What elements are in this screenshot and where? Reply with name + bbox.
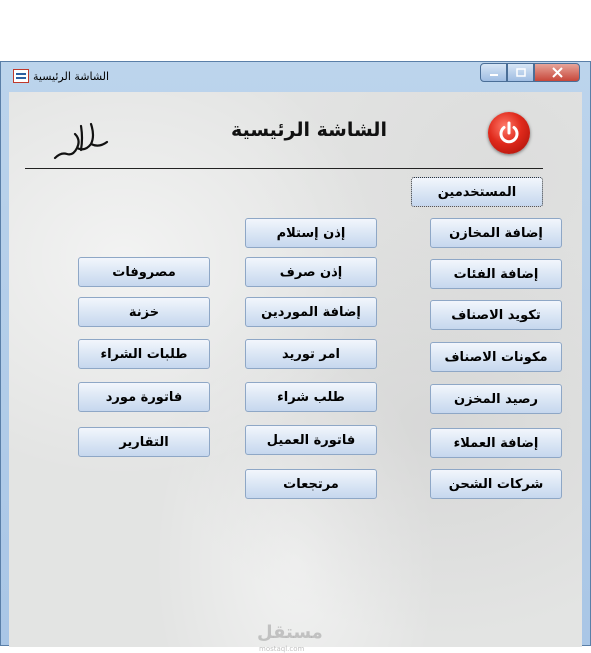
add-stores-button[interactable]: إضافة المخازن [430, 218, 562, 248]
header-divider [25, 168, 543, 169]
purchase-request-button[interactable]: طلب شراء [245, 382, 377, 412]
item-components-button[interactable]: مكونات الاصناف [430, 342, 562, 372]
returns-button[interactable]: مرتجعات [245, 469, 377, 499]
expenses-button[interactable]: مصروفات [78, 257, 210, 287]
store-balance-button[interactable]: رصيد المخزن [430, 384, 562, 414]
window-title: الشاشة الرئيسية [33, 70, 110, 83]
window-controls [480, 63, 580, 83]
close-icon [552, 67, 563, 78]
maximize-icon [516, 68, 526, 78]
maximize-button[interactable] [507, 63, 534, 82]
add-categories-button[interactable]: إضافة الفئات [430, 259, 562, 289]
add-customers-button[interactable]: إضافة العملاء [430, 428, 562, 458]
minimize-button[interactable] [480, 63, 507, 82]
watermark: مستقل [257, 622, 323, 643]
treasury-button[interactable]: خزنة [78, 297, 210, 327]
issue-permit-button[interactable]: إذن صرف [245, 257, 377, 287]
form-icon [13, 69, 29, 83]
minimize-icon [489, 68, 499, 78]
users-button[interactable]: المستخدمين [411, 177, 543, 207]
reports-button[interactable]: التقارير [78, 427, 210, 457]
purchase-requests-button[interactable]: طلبات الشراء [78, 339, 210, 369]
supply-order-button[interactable]: امر توريد [245, 339, 377, 369]
watermark-url: mostaql.com [259, 645, 305, 653]
calligraphy-logo [51, 114, 111, 164]
page-title: الشاشة الرئيسية [231, 119, 387, 141]
power-icon [496, 120, 522, 146]
exit-button[interactable] [488, 112, 530, 154]
shipping-companies-button[interactable]: شركات الشحن [430, 469, 562, 499]
add-suppliers-button[interactable]: إضافة الموردين [245, 297, 377, 327]
customer-invoice-button[interactable]: فاتورة العميل [245, 425, 377, 455]
close-button[interactable] [534, 63, 580, 82]
main-form [9, 92, 582, 653]
item-codes-button[interactable]: تكويد الاصناف [430, 300, 562, 330]
title-bar[interactable] [1, 62, 590, 92]
main-window [0, 61, 591, 653]
supplier-invoice-button[interactable]: فاتورة مورد [78, 382, 210, 412]
receive-permit-button[interactable]: إذن إستلام [245, 218, 377, 248]
